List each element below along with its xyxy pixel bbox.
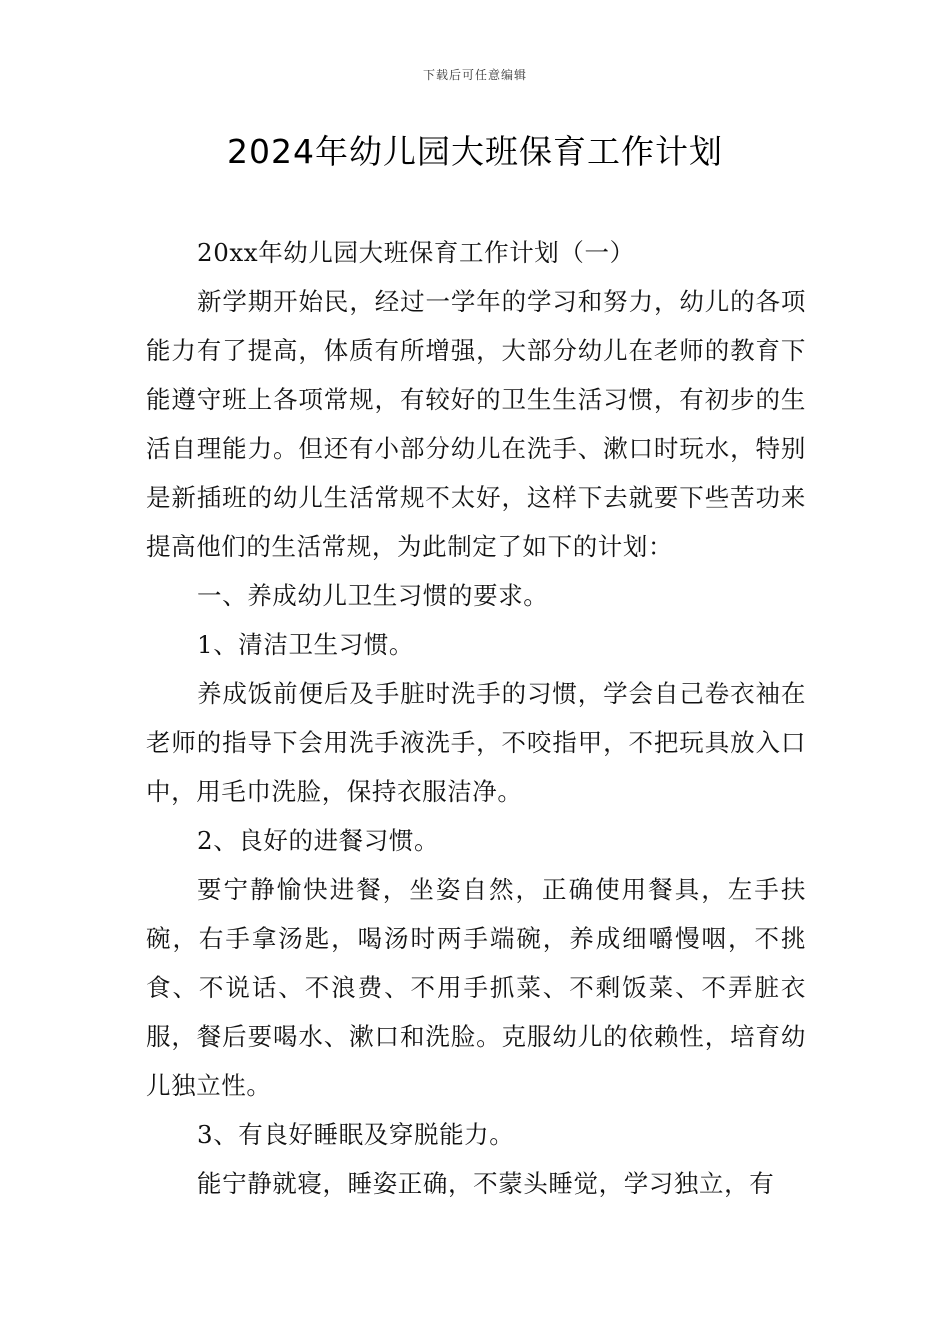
paragraph: 养成饭前便后及手脏时洗手的习惯，学会自己卷衣袖在老师的指导下会用洗手液洗手，不咬指甲，不把玩具放入口中，用毛巾洗脸，保持衣服洁净。 (146, 679, 806, 806)
paragraph-intro: 新学期开始民，经过一学年的学习和努力，幼儿的各项能力有了提高，体质有所增强，大部分幼儿在老师的教育下能遵守班上各项常规，有较好的卫生生活习惯，有初步的生活自理能力。但还有小部分幼儿在洗手、漱口时玩水，特别是新插班的幼儿生活常规不太好，这样下去就要下些苦功来提高他们的生活常规，为此制定了如下的计划： (146, 287, 806, 561)
header-note: 下载后可任意编辑 (422, 68, 527, 82)
paragraph: 能宁静就寝，睡姿正确，不蒙头睡觉，学习独立，有 (197, 1169, 775, 1198)
section-subtitle: 20xx年幼儿园大班保育工作计划（一） (197, 238, 635, 267)
section-heading: 一、养成幼儿卫生习惯的要求。 (197, 581, 549, 610)
document-title: 2024年幼儿园大班保育工作计划 (227, 132, 723, 171)
paragraph: 要宁静愉快进餐，坐姿自然，正确使用餐具，左手扶碗，右手拿汤匙，喝汤时两手端碗，养成细嚼慢咽，不挑食、不说话、不浪费、不用手抓菜、不剩饭菜、不弄脏衣服，餐后要喝水、漱口和洗脸。克服幼儿的依赖性，培育幼儿独立性。 (146, 875, 806, 1100)
document-body (146, 228, 806, 1208)
subsection-heading: 1、清洁卫生习惯。 (197, 630, 414, 659)
subsection-heading: 3、有良好睡眠及穿脱能力。 (197, 1120, 515, 1149)
subsection-heading: 2、良好的进餐习惯。 (197, 826, 440, 855)
